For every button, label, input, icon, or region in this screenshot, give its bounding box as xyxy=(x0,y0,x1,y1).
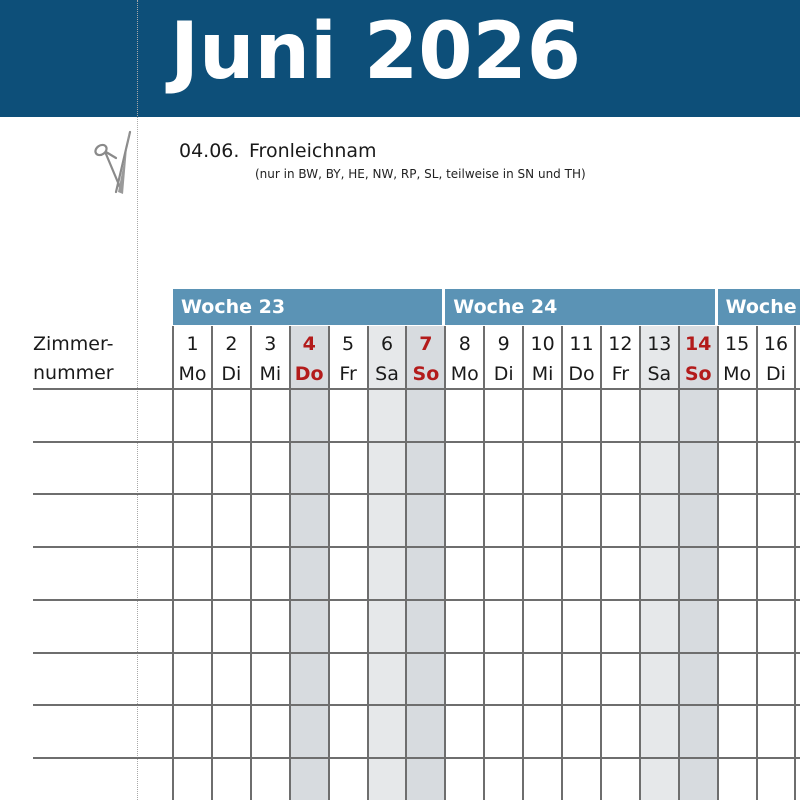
booking-cell[interactable] xyxy=(641,706,678,757)
booking-cell[interactable] xyxy=(174,654,211,705)
booking-cell[interactable] xyxy=(641,654,678,705)
booking-cell[interactable] xyxy=(446,495,483,546)
booking-cell[interactable] xyxy=(291,654,328,705)
day-number: 5 xyxy=(342,333,355,355)
day-name: Do xyxy=(294,363,324,385)
booking-cell[interactable] xyxy=(407,601,444,652)
booking-cell[interactable] xyxy=(680,759,717,800)
booking-cell[interactable] xyxy=(680,654,717,705)
booking-cell[interactable] xyxy=(369,443,406,494)
scissors-icon xyxy=(92,128,136,196)
booking-cell[interactable] xyxy=(563,759,600,800)
booking-cell[interactable] xyxy=(407,443,444,494)
booking-cell[interactable] xyxy=(407,759,444,800)
booking-cell[interactable] xyxy=(213,654,250,705)
booking-cell[interactable] xyxy=(602,706,639,757)
booking-cell[interactable] xyxy=(524,443,561,494)
booking-cell[interactable] xyxy=(213,443,250,494)
day-name: Mo xyxy=(723,363,752,385)
booking-cell[interactable] xyxy=(641,443,678,494)
booking-cell[interactable] xyxy=(291,390,328,441)
day-name: Sa xyxy=(647,363,672,385)
booking-cell[interactable] xyxy=(252,495,289,546)
booking-cell[interactable] xyxy=(563,601,600,652)
booking-cell[interactable] xyxy=(291,706,328,757)
booking-cell[interactable] xyxy=(252,601,289,652)
booking-cell[interactable] xyxy=(485,759,522,800)
day-number: 8 xyxy=(458,333,471,355)
booking-cell[interactable] xyxy=(680,495,717,546)
room-number-field[interactable] xyxy=(33,495,170,546)
booking-cell[interactable] xyxy=(602,548,639,599)
booking-cell[interactable] xyxy=(330,443,367,494)
booking-cell[interactable] xyxy=(369,390,406,441)
booking-cell[interactable] xyxy=(174,706,211,757)
booking-cell[interactable] xyxy=(330,495,367,546)
booking-cell[interactable] xyxy=(407,654,444,705)
booking-cell[interactable] xyxy=(719,443,756,494)
day-name: Mo xyxy=(450,363,479,385)
booking-cell[interactable] xyxy=(330,601,367,652)
booking-cell[interactable] xyxy=(719,706,756,757)
booking-cell[interactable] xyxy=(758,495,795,546)
booking-cell[interactable] xyxy=(446,654,483,705)
booking-cell[interactable] xyxy=(252,654,289,705)
booking-cell[interactable] xyxy=(252,390,289,441)
booking-cell[interactable] xyxy=(213,601,250,652)
booking-cell[interactable] xyxy=(719,548,756,599)
booking-cell[interactable] xyxy=(563,654,600,705)
booking-cell[interactable] xyxy=(680,601,717,652)
booking-cell[interactable] xyxy=(291,601,328,652)
room-number-field[interactable] xyxy=(33,759,170,800)
day-number: 12 xyxy=(608,333,633,355)
room-number-field[interactable] xyxy=(33,548,170,599)
booking-cell[interactable] xyxy=(641,759,678,800)
booking-cell[interactable] xyxy=(369,654,406,705)
header-bar xyxy=(0,0,800,117)
room-number-field[interactable] xyxy=(33,601,170,652)
room-number-field[interactable] xyxy=(33,390,170,441)
booking-cell[interactable] xyxy=(213,548,250,599)
booking-cell[interactable] xyxy=(641,495,678,546)
day-number: 11 xyxy=(569,333,594,355)
booking-cell[interactable] xyxy=(369,548,406,599)
booking-cell[interactable] xyxy=(563,390,600,441)
holiday-name: Fronleichnam xyxy=(249,140,377,162)
booking-cell[interactable] xyxy=(407,706,444,757)
booking-cell[interactable] xyxy=(524,601,561,652)
booking-cell[interactable] xyxy=(291,548,328,599)
booking-cell[interactable] xyxy=(407,390,444,441)
booking-cell[interactable] xyxy=(719,654,756,705)
booking-cell[interactable] xyxy=(758,654,795,705)
day-name: Di xyxy=(221,363,242,385)
day-number: 3 xyxy=(264,333,277,355)
booking-cell[interactable] xyxy=(719,759,756,800)
day-name: So xyxy=(412,363,440,385)
page-title: Juni 2026 xyxy=(170,7,582,97)
booking-cell[interactable] xyxy=(330,706,367,757)
booking-cell[interactable] xyxy=(758,548,795,599)
week-header-2: Woche 24 xyxy=(445,289,714,325)
booking-cell[interactable] xyxy=(174,601,211,652)
booking-cell[interactable] xyxy=(291,443,328,494)
day-name: Fr xyxy=(611,363,630,385)
booking-cell[interactable] xyxy=(602,390,639,441)
room-number-label-line1: Zimmer- xyxy=(33,333,114,355)
booking-cell[interactable] xyxy=(524,654,561,705)
booking-cell[interactable] xyxy=(485,548,522,599)
day-name: Di xyxy=(766,363,786,385)
booking-cell[interactable] xyxy=(213,495,250,546)
booking-cell[interactable] xyxy=(174,495,211,546)
booking-cell[interactable] xyxy=(758,390,795,441)
booking-cell[interactable] xyxy=(174,443,211,494)
booking-cell[interactable] xyxy=(485,706,522,757)
booking-cell[interactable] xyxy=(524,548,561,599)
room-number-field[interactable] xyxy=(33,654,170,705)
holiday-date: 04.06. xyxy=(179,140,240,162)
booking-cell[interactable] xyxy=(252,759,289,800)
booking-cell[interactable] xyxy=(524,495,561,546)
booking-cell[interactable] xyxy=(485,443,522,494)
booking-cell[interactable] xyxy=(641,548,678,599)
week-header-1: Woche 23 xyxy=(173,289,442,325)
day-number: 13 xyxy=(647,333,672,355)
booking-cell[interactable] xyxy=(252,548,289,599)
day-name: Di xyxy=(493,363,514,385)
booking-cell[interactable] xyxy=(407,548,444,599)
day-number: 4 xyxy=(302,333,316,355)
booking-cell[interactable] xyxy=(446,759,483,800)
booking-cell[interactable] xyxy=(602,443,639,494)
day-number: 2 xyxy=(225,333,238,355)
booking-cell[interactable] xyxy=(369,706,406,757)
booking-cell[interactable] xyxy=(485,495,522,546)
booking-cell[interactable] xyxy=(485,390,522,441)
booking-cell[interactable] xyxy=(485,654,522,705)
booking-cell[interactable] xyxy=(758,601,795,652)
booking-cell[interactable] xyxy=(602,495,639,546)
booking-cell[interactable] xyxy=(213,706,250,757)
booking-cell[interactable] xyxy=(641,601,678,652)
booking-cell[interactable] xyxy=(330,390,367,441)
day-number: 10 xyxy=(530,333,555,355)
booking-cell[interactable] xyxy=(485,601,522,652)
booking-cell[interactable] xyxy=(369,495,406,546)
day-name: So xyxy=(684,363,712,385)
day-number: 1 xyxy=(186,333,199,355)
day-number: 15 xyxy=(725,333,750,355)
booking-cell[interactable] xyxy=(330,759,367,800)
day-number: 16 xyxy=(763,333,789,355)
day-number: 14 xyxy=(684,333,712,355)
booking-cell[interactable] xyxy=(213,390,250,441)
booking-cell[interactable] xyxy=(291,759,328,800)
room-number-field[interactable] xyxy=(33,443,170,494)
grid-vertical-line xyxy=(794,326,796,800)
booking-cell[interactable] xyxy=(680,706,717,757)
booking-cell[interactable] xyxy=(602,654,639,705)
booking-cell[interactable] xyxy=(369,759,406,800)
booking-cell[interactable] xyxy=(330,654,367,705)
booking-cell[interactable] xyxy=(291,495,328,546)
day-number: 9 xyxy=(497,333,510,355)
booking-cell[interactable] xyxy=(213,759,250,800)
booking-cell[interactable] xyxy=(563,443,600,494)
booking-cell[interactable] xyxy=(758,443,795,494)
booking-cell[interactable] xyxy=(719,390,756,441)
day-number: 6 xyxy=(380,333,394,355)
holiday-note: (nur in BW, BY, HE, NW, RP, SL, teilweise in SN und TH) xyxy=(255,167,586,181)
booking-cell[interactable] xyxy=(680,390,717,441)
booking-cell[interactable] xyxy=(680,548,717,599)
booking-cell[interactable] xyxy=(252,443,289,494)
week-header-3: Woche xyxy=(718,289,800,325)
booking-cell[interactable] xyxy=(174,390,211,441)
booking-cell[interactable] xyxy=(641,390,678,441)
booking-cell[interactable] xyxy=(602,601,639,652)
booking-cell[interactable] xyxy=(680,443,717,494)
booking-cell[interactable] xyxy=(446,601,483,652)
day-name: Mi xyxy=(531,363,554,385)
room-number-label-line2: nummer xyxy=(33,362,114,384)
booking-cell[interactable] xyxy=(369,601,406,652)
booking-cell[interactable] xyxy=(174,759,211,800)
booking-cell[interactable] xyxy=(758,759,795,800)
booking-cell[interactable] xyxy=(719,601,756,652)
booking-cell[interactable] xyxy=(524,390,561,441)
booking-cell[interactable] xyxy=(563,706,600,757)
day-name: Do xyxy=(568,363,595,385)
booking-cell[interactable] xyxy=(563,548,600,599)
day-name: Sa xyxy=(375,363,399,385)
day-name: Fr xyxy=(339,363,357,385)
booking-cell[interactable] xyxy=(446,548,483,599)
booking-cell[interactable] xyxy=(563,495,600,546)
booking-cell[interactable] xyxy=(407,495,444,546)
booking-cell[interactable] xyxy=(758,706,795,757)
booking-cell[interactable] xyxy=(446,706,483,757)
booking-cell[interactable] xyxy=(252,706,289,757)
booking-cell[interactable] xyxy=(446,443,483,494)
day-name: Mo xyxy=(178,363,207,385)
booking-cell[interactable] xyxy=(330,548,367,599)
booking-cell[interactable] xyxy=(524,706,561,757)
booking-cell[interactable] xyxy=(446,390,483,441)
day-number: 7 xyxy=(419,333,433,355)
booking-cell[interactable] xyxy=(719,495,756,546)
booking-cell[interactable] xyxy=(524,759,561,800)
booking-cell[interactable] xyxy=(602,759,639,800)
booking-cell[interactable] xyxy=(174,548,211,599)
day-name: Mi xyxy=(259,363,282,385)
room-number-field[interactable] xyxy=(33,706,170,757)
